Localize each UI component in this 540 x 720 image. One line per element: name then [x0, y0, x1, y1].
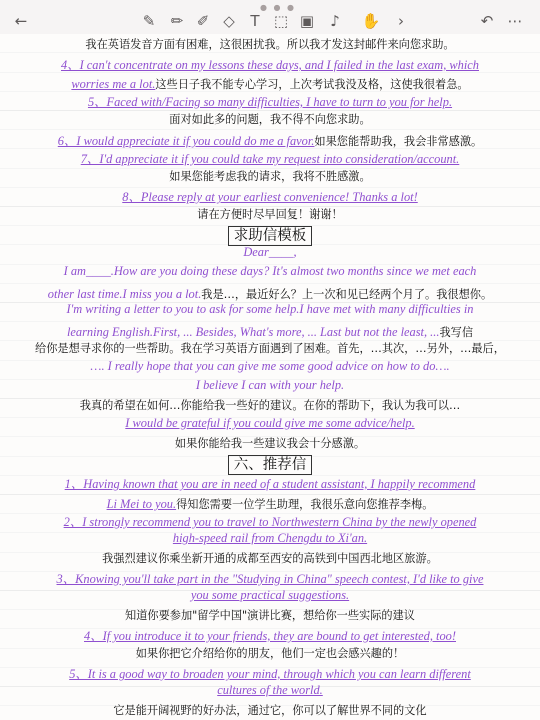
text-line: learning English.First, ... Besides, What's more, ... Last but not the least, ...我写信	[66, 325, 474, 339]
text-line: 8、Please reply at your earliest convenience! Thanks a lot!	[122, 190, 418, 204]
text-line: you some practical suggestions.	[190, 588, 350, 602]
more-options-icon[interactable]: ⋯	[507, 12, 523, 30]
text-line: 请在方便时尽早回复！谢谢！	[197, 208, 343, 221]
text-line: 4、If you introduce it to your friends, they are bound to get interested, too!	[84, 629, 456, 643]
toolbar	[0, 0, 540, 35]
text-tool-icon[interactable]: T	[250, 12, 260, 30]
text-line: I believe I can with your help.	[195, 378, 345, 392]
back-arrow-icon[interactable]: ←	[14, 12, 28, 30]
text-line: I am____.How are you doing these days? It's almost two months since we met each	[63, 264, 477, 278]
text-line: 5、Faced with/Facing so many difficulties, I have to turn to you for help.	[87, 95, 453, 109]
text-line: worries me a lot.这些日子我不能专心学习，上次考试我没及格，这使我很着急。	[71, 77, 469, 91]
text-line: 2、I strongly recommend you to travel to Northwestern China by the newly opened	[63, 515, 477, 529]
undo-icon[interactable]: ↶	[480, 12, 494, 30]
highlighter-icon[interactable]: ✐	[196, 12, 210, 30]
image-insert-icon[interactable]: ▣	[299, 12, 315, 30]
text-line: 面对如此多的问题，我不得不向您求助。	[169, 113, 371, 126]
eraser-icon[interactable]: ◇	[223, 12, 235, 30]
hand-tool-icon[interactable]: ✋	[361, 12, 381, 30]
section-heading: 求助信模板	[0, 225, 540, 246]
text-line: 我强烈建议你乘坐新开通的成都至西安的高铁到中国西北地区旅游。	[102, 552, 438, 565]
text-line: 如果你把它介绍给你的朋友，他们一定也会感兴趣的！	[135, 647, 405, 660]
text-line: 7、I'd appreciate it if you could take my request into consideration/account.	[80, 152, 460, 166]
text-line: high-speed rail from Chengdu to Xi'an.	[172, 531, 368, 545]
drag-handle-icon[interactable]: ● ● ●	[260, 3, 297, 12]
text-line: 知道你要参加"留学中国"演讲比赛，想给你一些实际的建议	[125, 609, 415, 622]
text-line: 给你是想寻求你的一些帮助。我在学习英语方面遇到了困难。首先，…其次，…另外，…最后，	[35, 342, 505, 355]
text-line: 6、I would appreciate it if you could do me a favor.如果您能帮助我，我会非常感激。	[57, 134, 483, 148]
text-line: 如果您能考虑我的请求，我将不胜感激。	[169, 170, 371, 183]
text-line: 4、I can't concentrate on my lessons these days, and I failed in the last exam, which	[61, 58, 479, 72]
microphone-icon[interactable]: ♪	[330, 12, 340, 30]
pen-icon[interactable]: ✎	[142, 12, 156, 30]
text-line: I'm writing a letter to you to ask for some help.I have met with many difficulties in	[66, 302, 474, 316]
text-line: other last time.I miss you a lot.我是…，最近好么？上一次和见已经两个月了。我很想你。	[47, 287, 493, 301]
text-line: 它是能开阔视野的好办法，通过它，你可以了解世界不同的文化	[113, 704, 427, 717]
text-line: 5、It is a good way to broaden your mind, through which you can learn different	[69, 667, 471, 681]
text-line: I would be grateful if you could give me some advice/help.	[125, 416, 415, 430]
text-line: Li Mei to you.得知您需要一位学生助理，我很乐意向您推荐李梅。	[106, 497, 434, 511]
pencil-icon[interactable]: ✏	[170, 12, 184, 30]
lasso-select-icon[interactable]: ⬚	[273, 12, 289, 30]
chevron-right-icon[interactable]: ›	[398, 12, 404, 30]
note-page	[0, 34, 540, 720]
text-line: Dear____,	[243, 245, 297, 259]
text-line: …. I really hope that you can give me some good advice on how to do….	[90, 359, 450, 373]
text-line: 如果你能给我一些建议我会十分感激。	[174, 437, 366, 450]
text-line: 1、Having known that you are in need of a student assistant, I happily recommend	[64, 477, 476, 491]
text-line: 我在英语发音方面有困难，这很困扰我。所以我才发这封邮件来向您求助。	[85, 38, 455, 51]
text-line: 我真的希望在如何…你能给我一些好的建议。在你的帮助下，我认为我可以…	[79, 399, 461, 412]
section-heading: 六、推荐信	[0, 454, 540, 475]
text-line: 3、Knowing you'll take part in the "Studying in China" speech contest, I'd like to give	[56, 572, 484, 586]
text-line: cultures of the world.	[217, 683, 323, 697]
